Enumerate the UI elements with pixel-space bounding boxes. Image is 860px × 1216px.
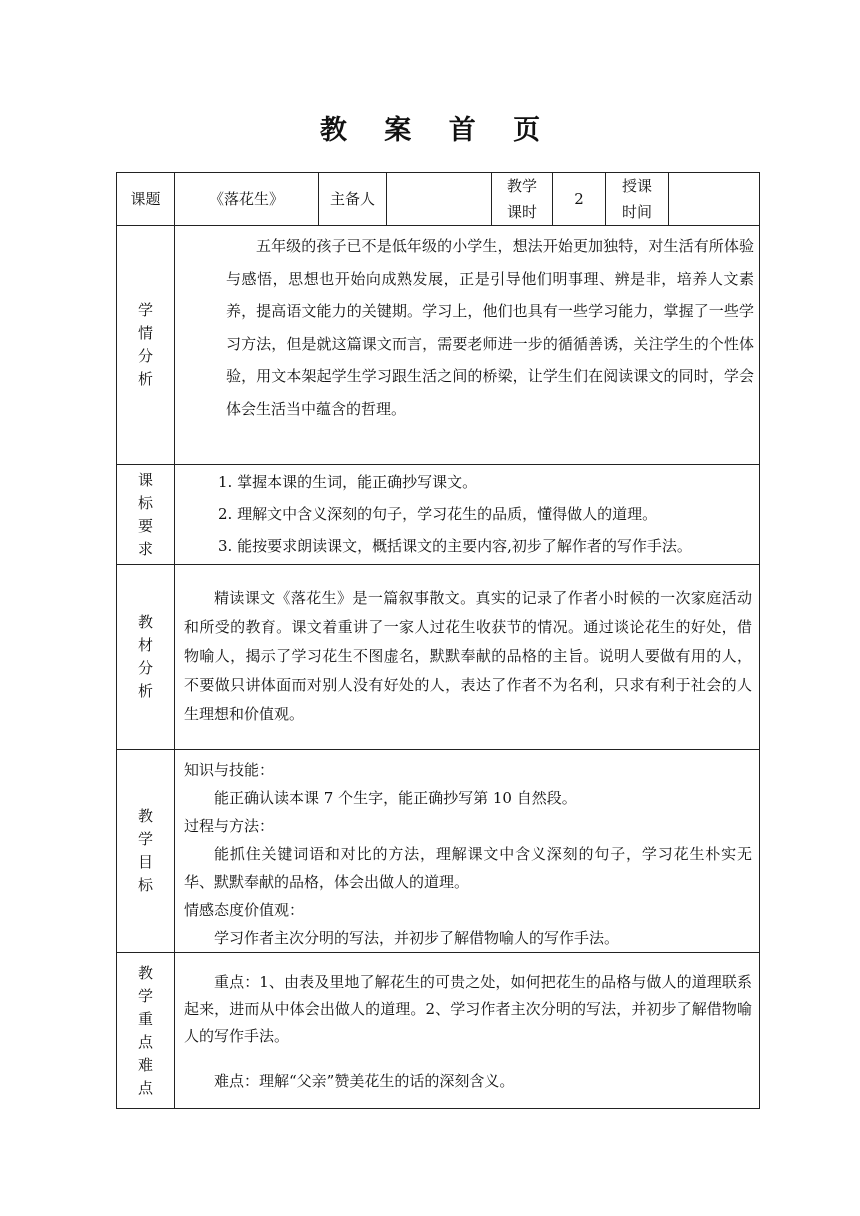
- time-label-line-1: 授课: [621, 177, 652, 195]
- emotion-heading: 情感态度价值观：: [184, 901, 305, 919]
- teaching-goals-label: 教学目标: [137, 807, 153, 894]
- difficult-point-text: 难点：理解“父亲”赞美花生的话的深刻含义。: [214, 1072, 515, 1090]
- textbook-analysis-label: 教材分析: [137, 613, 153, 700]
- student-analysis-text: 五年级的孩子已不是低年级的小学生，想法开始更加独特，对生活有所体验与感悟，思想也开始向成熟发展，正是引导他们明事理、辨是非，培养人文素养，提高语文能力的关键期。学习上，他们也具有一些学习能力，掌握了一些学习方法，但是就这篇课文而言，需要老师进一步的循循善诱，关注学生的个性体验，用文本架起学生学习跟生活之间的桥梁，让学生们在阅读课文的同时，学会体会生活当中蕴含的哲理。: [226, 237, 754, 418]
- teaching-goals: [184, 756, 752, 952]
- key-point-text: 重点：1、由表及里地了解花生的可贵之处，如何把花生的品格与做人的道理联系起来，进而从中体会出做人的道理。2、学习作者主次分明的写法，并初步了解借物喻人的写作手法。: [184, 973, 752, 1045]
- time-label: [606, 173, 668, 225]
- lead-value: [387, 173, 491, 225]
- hours-label-line-2: 课时: [506, 203, 537, 221]
- topic-label: 课题: [130, 190, 161, 208]
- curriculum-label: 课标要求: [137, 470, 153, 558]
- hours-value: 2: [574, 190, 584, 208]
- lesson-plan-table: [116, 172, 760, 1109]
- curriculum-item: 1. 掌握本课的生词，能正确抄写课文。: [218, 473, 478, 491]
- curriculum-item: 2. 理解文中含义深刻的句子，学习花生的品质，懂得做人的道理。: [218, 505, 658, 523]
- lead-label: 主备人: [329, 190, 375, 208]
- time-value: [669, 173, 759, 225]
- process-heading: 过程与方法：: [184, 817, 275, 835]
- key-points-content: [184, 969, 752, 1095]
- curriculum-list: [218, 466, 758, 562]
- textbook-analysis-text: 精读课文《落花生》是一篇叙事散文。真实的记录了作者小时候的一次家庭活动和所受的教育。课文着重讲了一家人过花生收获节的情况。通过谈论花生的好处，借物喻人，揭示了学习花生不图虚名，默默奉献的品格的主旨。说明人要做有用的人，不要做只讲体面而对别人没有好处的人，表达了作者不为名利，只求有利于社会的人生理想和价值观。: [184, 589, 752, 723]
- process-text: 能抓住关键词语和对比的方法，理解课文中含义深刻的句子，学习花生朴实无华、默默奉献的品格，体会出做人的道理。: [184, 845, 752, 891]
- student-analysis-label: 学情分析: [137, 301, 153, 388]
- emotion-text: 学习作者主次分明的写法，并初步了解借物喻人的写作手法。: [214, 929, 620, 947]
- knowledge-heading: 知识与技能：: [184, 761, 275, 779]
- page-title: 教 案 首 页: [319, 115, 555, 146]
- curriculum-item: 3. 能按要求朗读课文，概括课文的主要内容,初步了解作者的写作手法。: [218, 537, 692, 555]
- knowledge-text: 能正确认读本课 7 个生字，能正确抄写第 10 自然段。: [214, 789, 577, 807]
- hours-label-line-1: 教学: [506, 177, 537, 195]
- topic-value: 《落花生》: [208, 190, 284, 208]
- time-label-line-2: 时间: [621, 203, 652, 221]
- hours-label: [492, 173, 552, 225]
- key-points-label: 教学重点难点: [137, 963, 153, 1097]
